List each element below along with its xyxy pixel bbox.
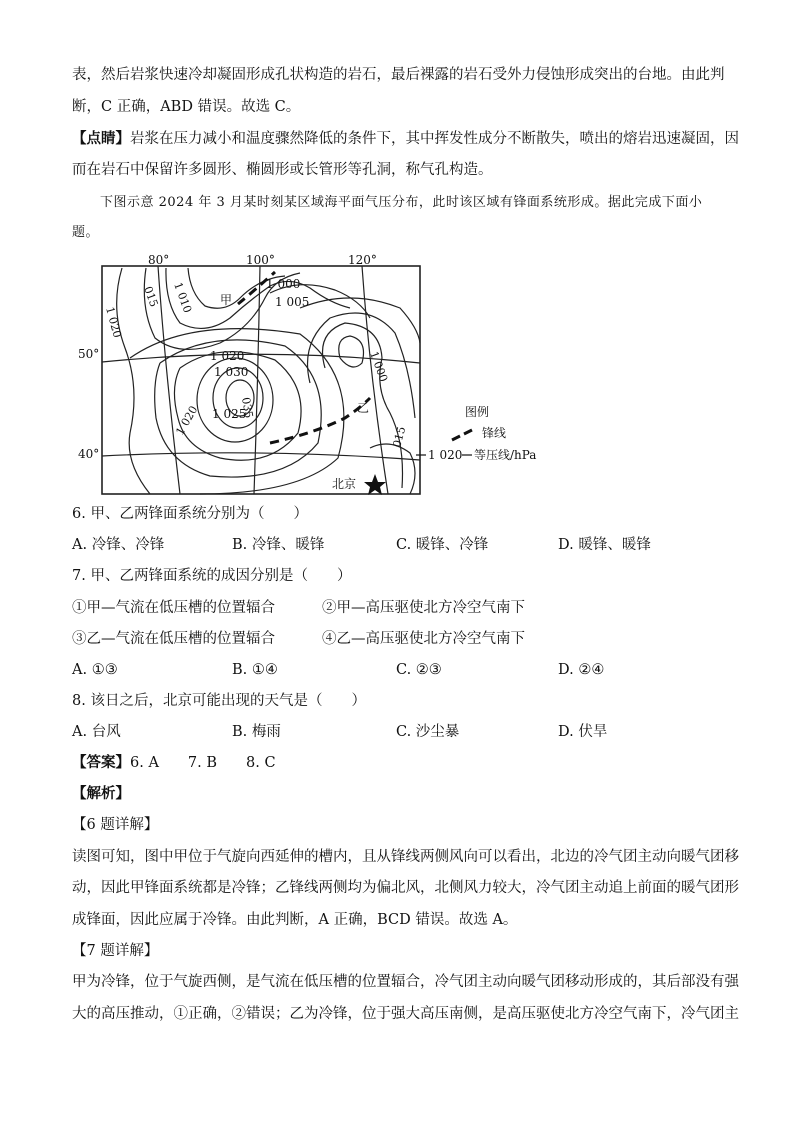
q7-item-2: ②甲—高压驱使北方冷空气南下 <box>322 600 525 616</box>
map-legend <box>416 404 536 462</box>
q8-option-b: B. 梅雨 <box>232 724 281 740</box>
detail-6-tag: 【6 题详解】 <box>72 817 159 833</box>
q8-option-d: D. 伏旱 <box>558 724 608 740</box>
q7-item-1: ①甲—气流在低压槽的位置辐合 <box>72 600 275 616</box>
q6-option-b: B. 冷锋、暖锋 <box>232 537 325 553</box>
legend-front-label: 锋线 <box>482 426 507 440</box>
isobar-label-1020-south: 1 020 <box>173 403 201 438</box>
front-label-jia: 甲 <box>220 293 233 307</box>
paragraph-line: 而在岩石中保留许多圆形、椭圆形或长管形等孔洞，称气孔构造。 <box>72 162 493 178</box>
q8-option-c: C. 沙尘暴 <box>396 724 460 740</box>
question-7: 7. 甲、乙两锋面系统的成因分别是（ ） <box>72 568 352 584</box>
isobar-label-1010: 1 010 <box>171 280 195 315</box>
isobar-label-1020-west: 1 020 <box>103 305 124 340</box>
answer-line <box>72 752 722 774</box>
front-yi-line <box>270 398 370 443</box>
isobar-label-015: 015 <box>141 284 161 309</box>
detail-6-line-3: 成锋面，因此应属于冷锋。由此判断，A 正确，BCD 错误。故选 A。 <box>72 912 518 928</box>
isobar-map-figure <box>70 248 560 498</box>
lon-label-120: 120° <box>348 253 377 267</box>
note-tag: 【点睛】 <box>72 130 130 147</box>
city-label-beijing: 北京 <box>332 477 357 491</box>
isobar-east-small <box>339 336 364 367</box>
lon-label-80: 80° <box>148 253 170 267</box>
isobar-label-015-east: 015 <box>390 425 409 449</box>
q7-option-c: C. ②③ <box>396 662 442 678</box>
q7-item-3: ③乙—气流在低压槽的位置辐合 <box>72 631 275 647</box>
paragraph-line: 断，C 正确，ABD 错误。故选 C。 <box>72 99 301 115</box>
lat-label-50: 50° <box>78 347 100 361</box>
lat-label-40: 40° <box>78 447 100 461</box>
detail-7-line-2: 大的高压推动，①正确，②错误；乙为冷锋，位于强大高压南侧，是高压驱使北方冷空气南下，冷气团主 <box>72 1006 739 1022</box>
isobar-label-1000-east: 1 000 <box>367 349 391 384</box>
question-6: 6. 甲、乙两锋面系统分别为（ ） <box>72 506 308 522</box>
figure-caption-cont: 题。 <box>72 225 100 240</box>
q6-option-c: C. 暖锋、冷锋 <box>396 537 489 553</box>
q7-option-d: D. ②④ <box>558 662 605 678</box>
isobar-label-1005: 1 005 <box>275 295 310 309</box>
front-label-yi: 乙 <box>357 401 370 415</box>
note-line <box>72 128 739 150</box>
isobar-low-2 <box>166 268 350 328</box>
q8-option-a: A. 台风 <box>72 724 121 740</box>
note-text: 岩浆在压力减小和温度骤然降低的条件下，其中挥发性成分不断散失，喷出的熔岩迅速凝固，因 <box>130 131 739 147</box>
meridian-100 <box>254 266 260 494</box>
detail-6-line-1: 读图可知，图中甲位于气旋向西延伸的槽内，且从锋线两侧风向可以看出，北边的冷气团主动向暖气团移 <box>72 849 739 865</box>
paragraph-line: 表，然后岩浆快速冷却凝固形成孔状构造的岩石，最后裸露的岩石受外力侵蚀形成突出的台地。由此判 <box>72 67 725 83</box>
isobar-label-1025: 1 025 <box>212 407 247 421</box>
question-8: 8. 该日之后，北京可能出现的天气是（ ） <box>72 693 366 709</box>
q7-item-4: ④乙—高压驱使北方冷空气南下 <box>322 631 525 647</box>
q7-option-a: A. ①③ <box>72 662 118 678</box>
detail-7-tag: 【7 题详解】 <box>72 943 159 959</box>
answer-text: 6. A 7. B 8. C <box>130 755 276 771</box>
legend-isobar-label: 等压线/hPa <box>474 448 537 462</box>
q6-option-d: D. 暖锋、暖锋 <box>558 537 651 553</box>
q7-option-b: B. ①④ <box>232 662 278 678</box>
parallel-40 <box>102 453 420 460</box>
beijing-star <box>364 474 386 495</box>
detail-7-line-1: 甲为冷锋，位于气旋西侧，是气流在低压槽的位置辐合，冷气团主动向暖气团移动形成的，其后部没有强 <box>72 974 739 990</box>
legend-front-symbol <box>452 430 472 440</box>
isobar-map <box>70 248 560 498</box>
legend-isobar-value: 1 020 <box>428 448 463 462</box>
isobar-label-035: 035 <box>239 396 256 420</box>
isobar-label-1020: 1 020 <box>210 349 245 363</box>
legend-title: 图例 <box>465 405 490 419</box>
analysis-tag: 【解析】 <box>72 785 130 802</box>
q6-option-a: A. 冷锋、冷锋 <box>72 537 165 553</box>
lon-label-100: 100° <box>246 253 275 267</box>
figure-caption: 下图示意 2024 年 3 月某时刻某区域海平面气压分布，此时该区域有锋面系统形成。据此完成下面小 <box>100 195 703 210</box>
isobar-label-1000: 1 000 <box>266 277 301 291</box>
answer-tag: 【答案】 <box>72 754 130 771</box>
detail-6-line-2: 动，因此甲锋面系统都是冷锋；乙锋线两侧均为偏北风，北侧风力较大，冷气团主动追上前面的暖气团形 <box>72 880 739 896</box>
isobar-label-1030: 1 030 <box>214 365 249 379</box>
